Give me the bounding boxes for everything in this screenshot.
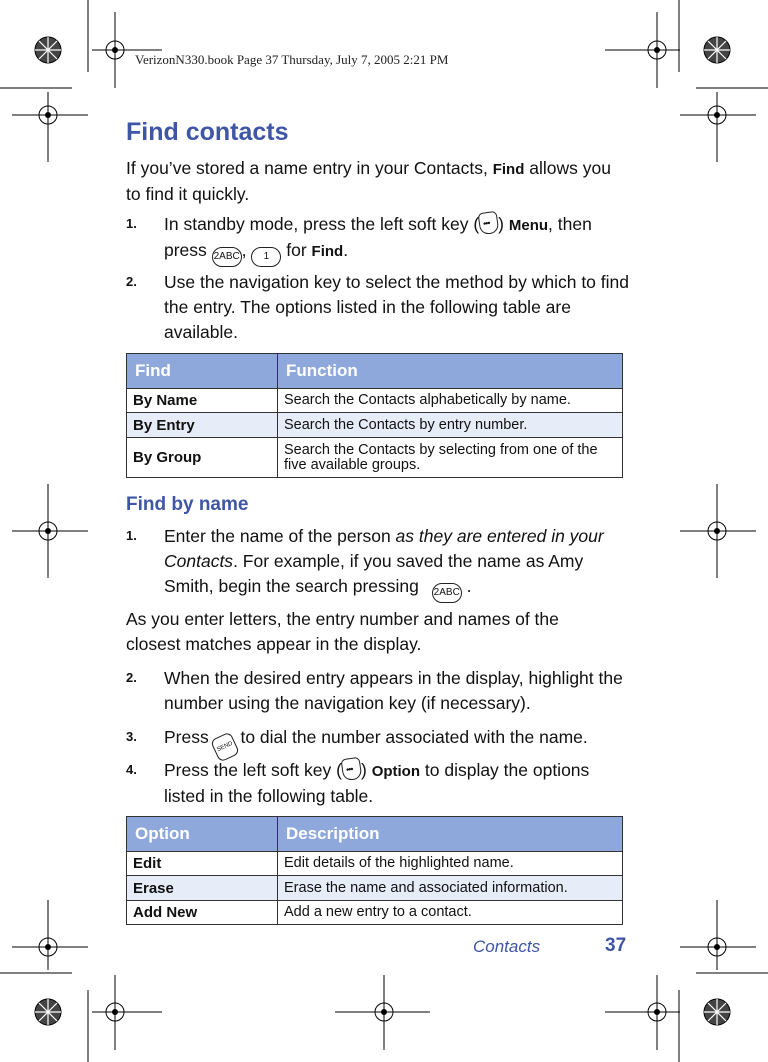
table-cell: Erase [127, 876, 278, 901]
table-row [127, 852, 623, 876]
footer-section-name: Contacts [473, 937, 541, 956]
table-header: Description [278, 817, 623, 852]
table-row [127, 876, 623, 901]
step-text: ) [360, 760, 372, 780]
step-text: to dial the number associated with the name. [235, 727, 588, 747]
step-text: ) [498, 214, 509, 234]
page-number: 37 [605, 935, 627, 956]
table-cell: Edit details of the highlighted name. [278, 852, 623, 876]
find-by-name-step-1 [164, 524, 634, 603]
table-cell: Search the Contacts by entry number. [278, 413, 623, 438]
menu-term: Menu [508, 217, 549, 234]
step-4-text [164, 758, 634, 809]
step-text: to display the options listed in the following table. [164, 760, 590, 806]
table-cell: Add a new entry to a contact. [278, 901, 623, 925]
key-2abc-icon: 2ABC [212, 247, 242, 267]
step-text: , then press [164, 214, 592, 260]
table-header: Find [127, 354, 278, 389]
step-text: . [461, 576, 472, 596]
key-1-icon: 1 [251, 247, 281, 267]
table-cell: Erase the name and associated information. [278, 876, 623, 901]
send-key-icon: SEND [210, 731, 240, 762]
step-3-text [164, 725, 634, 759]
intro-text: If you’ve stored a name entry in your Contacts, [126, 158, 493, 178]
page-title: Find contacts [126, 118, 289, 146]
options-table [126, 816, 623, 925]
step-text: for [281, 240, 312, 260]
table-cell: By Name [127, 389, 278, 413]
step-text: , [241, 240, 252, 260]
table-row [127, 901, 623, 925]
table-row [127, 389, 623, 413]
step-number: 4. [126, 762, 137, 777]
step-2-text: Use the navigation key to select the method by which to find the entry. The options listed in the following table are available. [164, 272, 629, 342]
step-text: . For example, if you saved the name as Amy Smith, begin the search pressing [164, 551, 584, 596]
table-cell: Search the Contacts alphabetically by name. [278, 389, 623, 413]
table-row [127, 438, 623, 478]
step-text: In standby mode, press the left soft key ( [164, 214, 480, 234]
step-number: 3. [126, 729, 137, 744]
table-header: Function [278, 354, 623, 389]
intro-text-end: allows you to find it quickly. [126, 158, 611, 204]
step-text: Press [164, 727, 214, 747]
step-2b-text: When the desired entry appears in the display, highlight the number using the navigation key (if necessary). [164, 668, 623, 713]
left-soft-key-icon: ••• [341, 757, 363, 781]
find-term: Find [311, 243, 344, 260]
paragraph: As you enter letters, the entry number and names of the closest matches appear in the display. [126, 609, 559, 654]
table-cell: By Group [127, 438, 278, 478]
step-text: . [343, 240, 349, 260]
table-cell: Edit [127, 852, 278, 876]
print-header: VerizonN330.book Page 37 Thursday, July 7, 2005 2:21 PM [135, 52, 449, 67]
section-subtitle: Find by name [126, 494, 249, 515]
step-number: 2. [126, 670, 137, 685]
table-row [127, 413, 623, 438]
step-number: 1. [126, 528, 137, 543]
option-term: Option [371, 763, 421, 780]
table-cell: Add New [127, 901, 278, 925]
left-soft-key-icon: ••• [478, 211, 500, 235]
key-2abc-icon: 2ABC [432, 583, 462, 603]
table-header: Option [127, 817, 278, 852]
step-text: Press the left soft key ( [164, 760, 342, 780]
step-number: 2. [126, 274, 137, 289]
italic-text: as they are entered in your Contacts [164, 526, 604, 571]
intro-paragraph [126, 156, 626, 207]
find-methods-table [126, 353, 623, 478]
table-cell: By Entry [127, 413, 278, 438]
step-1-text [164, 212, 634, 267]
find-term: Find [492, 161, 525, 178]
step-number: 1. [126, 216, 137, 231]
table-cell: Search the Contacts by selecting from one of the five available groups. [278, 438, 623, 478]
step-text: Enter the name of the person [164, 526, 396, 546]
